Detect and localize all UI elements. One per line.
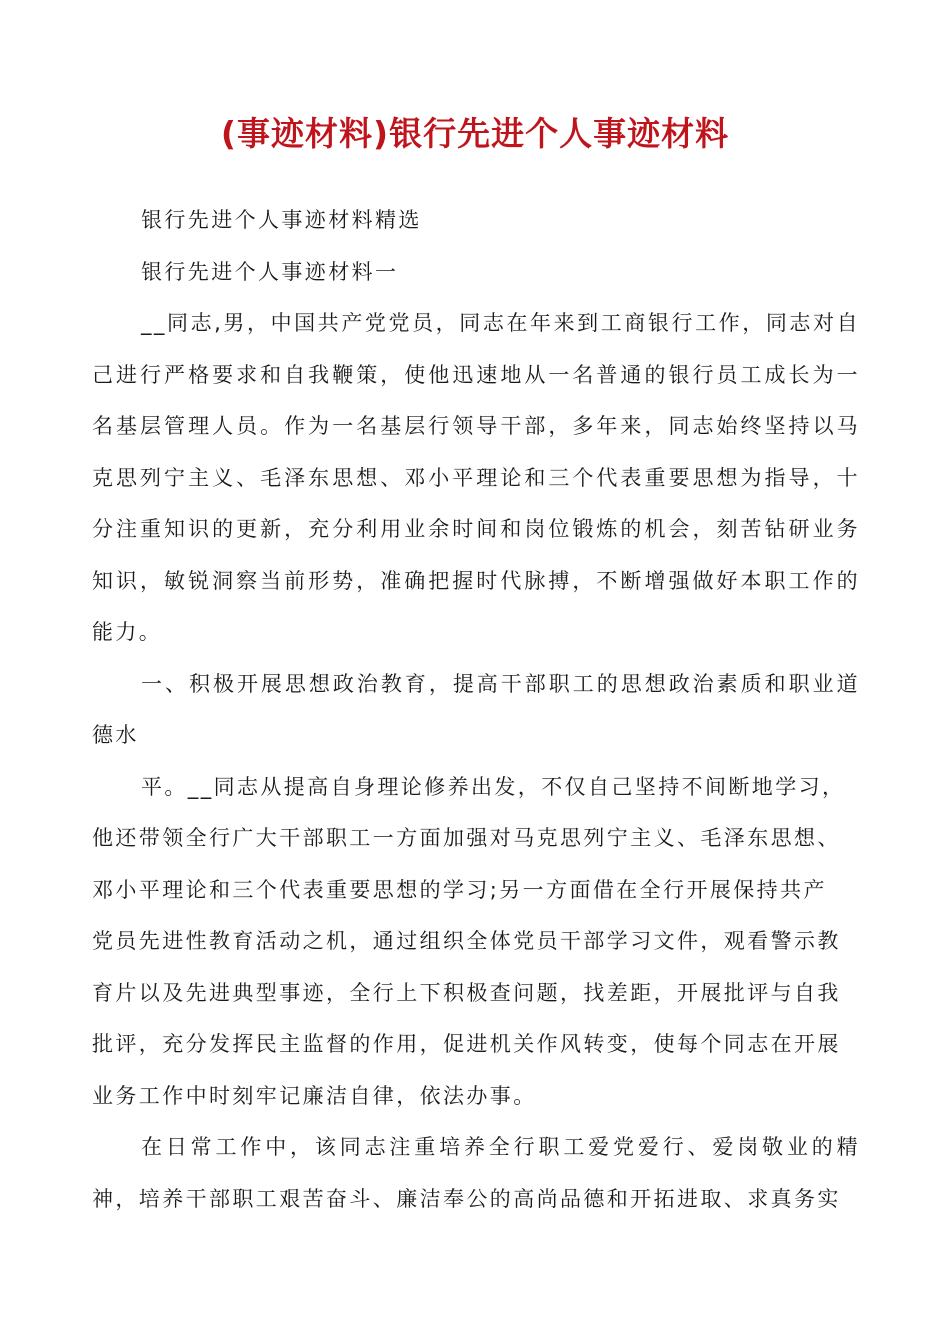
text-line: 平。__同志从提高自身理论修养出发，不仅自己坚持不间断地学习， xyxy=(141,774,846,799)
paragraph-political-education xyxy=(92,762,860,1123)
text-line: 他还带领全行广大干部职工一方面加强对马克思列宁主义、毛泽东思想、 xyxy=(92,826,841,850)
text-line: 党员先进性教育活动之机，通过组织全体党员干部学习文件，观看警示教 xyxy=(92,929,841,953)
paragraph-daily-work: 在日常工作中，该同志注重培养全行职工爱党爱行、爱岗敬业的精神，培养干部职工艰苦奋斗、廉洁奉公的高尚品德和开拓进取、求真务实 xyxy=(92,1135,860,1211)
text-line: 业务工作中时刻牢记廉洁自律，依法办事。 xyxy=(92,1083,537,1108)
text-line: 批评，充分发挥民主监督的作用，促进机关作风转变，使每个同志在开展 xyxy=(92,1032,841,1056)
document-title: (事迹材料)银行先进个人事迹材料 xyxy=(220,114,730,154)
document-body xyxy=(92,195,860,1225)
section-heading: 银行先进个人事迹材料一 xyxy=(141,259,399,284)
paragraph-heading-one: 一、积极开展思想政治教育，提高干部职工的思想政治素质和职业道德水 xyxy=(92,671,860,747)
paragraph-intro: __同志,男，中国共产党党员，同志在年来到工商银行工作，同志对自己进行严格要求和自我鞭策，使他迅速地从一名普通的银行员工成长为一名基层管理人员。作为一名基层行领导干部，多年来，同志始终坚持以马克思列宁主义、毛泽东思想、邓小平理论和三个代表重要思想为指导，十分注重知识的更新，充分利用业余时间和岗位锻炼的机会，刻苦钻研业务知识，敏锐洞察当前形势，准确把握时代脉搏，不断增强做好本职工作的能力。 xyxy=(92,311,860,644)
text-line: 邓小平理论和三个代表重要思想的学习;另一方面借在全行开展保持共产 xyxy=(92,877,827,902)
text-line: 育片以及先进典型事迹，全行上下积极查问题，找差距，开展批评与自我 xyxy=(92,980,841,1005)
subtitle: 银行先进个人事迹材料精选 xyxy=(141,208,422,232)
